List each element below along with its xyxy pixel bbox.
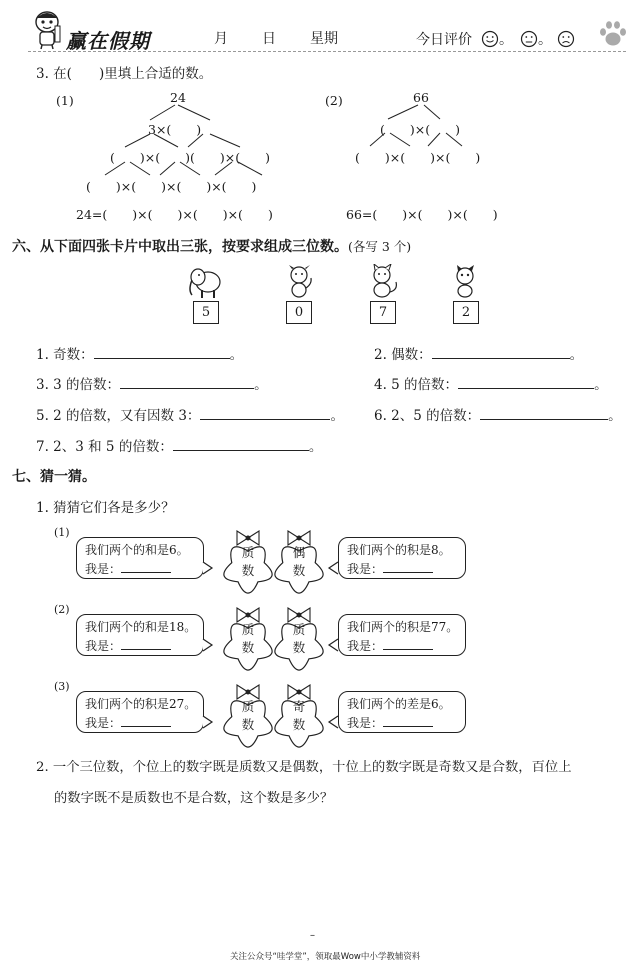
item-mult2factor3-end: 。 bbox=[330, 408, 344, 424]
item-mult235-end: 。 bbox=[308, 439, 323, 455]
group2-right-flower-top: 质 bbox=[292, 622, 306, 637]
group1-right-bubble-tail bbox=[329, 562, 338, 574]
group3-left-flower-top: 质 bbox=[241, 699, 255, 714]
odd-answer-line[interactable] bbox=[94, 358, 230, 359]
card-1: 5 bbox=[193, 301, 219, 324]
mult25-answer-line[interactable] bbox=[480, 419, 608, 420]
item-mult3-end: 。 bbox=[254, 377, 268, 393]
group1-left-flower-top: 质 bbox=[241, 545, 255, 560]
group3-right-answer-label: 我是： bbox=[347, 716, 384, 730]
item-mult3 bbox=[36, 373, 268, 393]
mult2factor3-answer-line[interactable] bbox=[200, 419, 330, 420]
day-label: 日 bbox=[262, 31, 276, 47]
dot-2: 。 bbox=[538, 32, 552, 48]
logo-title: 赢在假期 bbox=[66, 29, 150, 53]
group1-left-flower-bottom: 数 bbox=[241, 563, 255, 578]
group1-left-bubble-tail bbox=[203, 562, 212, 574]
group2-right-bubble-tail bbox=[329, 639, 338, 651]
tree1-row1: 3×( ) bbox=[148, 122, 202, 137]
tree2-row2: ( )×( )×( ) bbox=[355, 150, 481, 165]
group3-left-flower-bottom: 数 bbox=[241, 717, 255, 732]
item-mult25-label: 6. 2、5 的倍数： bbox=[374, 408, 481, 424]
evaluation-label: 今日评价 bbox=[416, 32, 472, 48]
item-mult2factor3 bbox=[36, 404, 344, 424]
group2-left-flower-top: 质 bbox=[241, 622, 255, 637]
section7-q1: 1. 猜猜它们各是多少？ bbox=[36, 500, 175, 516]
card-4: 2 bbox=[453, 301, 479, 324]
weekday-label: 星期 bbox=[310, 31, 338, 47]
group2-left-answer-label: 我是： bbox=[85, 639, 122, 653]
group1-right-flower-top: 偶 bbox=[292, 545, 306, 560]
tree2-answer: 66=( )×( )×( ) bbox=[346, 207, 498, 222]
item-mult2factor3-label: 5. 2 的倍数，又有因数 3： bbox=[36, 408, 201, 424]
group2-right-flower-bottom: 数 bbox=[292, 640, 306, 655]
cat-icon bbox=[366, 264, 400, 300]
mult5-answer-line[interactable] bbox=[458, 388, 594, 389]
section7-title: 七、猜一猜。 bbox=[12, 469, 96, 485]
group1-right-flower-bottom: 数 bbox=[292, 563, 306, 578]
group1-right-text: 我们两个的积是8。 bbox=[347, 543, 451, 557]
tree1-answer: 24=( )×( )×( )×( ) bbox=[76, 207, 273, 222]
dog-icon bbox=[284, 264, 316, 300]
tree2-row1: ( )×( ) bbox=[380, 122, 460, 137]
group1-label: (1) bbox=[54, 526, 70, 539]
item-even-end: 。 bbox=[569, 347, 584, 363]
group3-right-flower-bottom: 数 bbox=[292, 717, 306, 732]
group3-left-bubble-tail bbox=[203, 716, 212, 728]
group3-left-text: 我们两个的积是27。 bbox=[85, 697, 197, 711]
item-mult3-label: 3. 3 的倍数： bbox=[36, 377, 121, 393]
section6-note: (各写 3 个) bbox=[348, 239, 412, 254]
mult3-answer-line[interactable] bbox=[120, 388, 254, 389]
even-answer-line[interactable] bbox=[432, 358, 570, 359]
tree2-top: 66 bbox=[413, 90, 429, 105]
item-mult5 bbox=[374, 373, 608, 393]
item-odd bbox=[36, 343, 243, 363]
item-mult25-end: 。 bbox=[608, 408, 622, 424]
page-mark: – bbox=[310, 930, 315, 941]
group2-left-bubble-tail bbox=[203, 639, 212, 651]
tree1-branches bbox=[0, 0, 640, 230]
group1-right-answer-label: 我是： bbox=[347, 562, 384, 576]
tree2-label: (2) bbox=[325, 93, 343, 108]
group2-right-answer-label: 我是： bbox=[347, 639, 384, 653]
item-even-label: 2. 偶数： bbox=[374, 347, 432, 363]
group3-right-flower-top: 奇 bbox=[292, 699, 306, 714]
tree1-row2: ( )×( )( )×( ) bbox=[110, 150, 270, 165]
item-odd-label: 1. 奇数： bbox=[36, 347, 94, 363]
footer-notice: 关注公众号“哇学堂”，领取最Wow中小学教辅资料 bbox=[230, 952, 421, 962]
group3-left-answer-label: 我是： bbox=[85, 716, 122, 730]
item-odd-end: 。 bbox=[229, 347, 244, 363]
item-mult5-end: 。 bbox=[594, 377, 608, 393]
item-mult25 bbox=[374, 404, 622, 424]
section7-q2-line2: 的数字既不是质数也不是合数，这个数是多少？ bbox=[54, 791, 334, 806]
group2-label: (2) bbox=[54, 603, 70, 616]
mult235-answer-line[interactable] bbox=[173, 450, 309, 451]
group1-left-text: 我们两个的和是6。 bbox=[85, 543, 189, 557]
group3-right-text: 我们两个的差是6。 bbox=[347, 697, 451, 711]
item-mult5-label: 4. 5 的倍数： bbox=[374, 377, 459, 393]
tree1-label: (1) bbox=[56, 93, 74, 108]
group2-left-flower-bottom: 数 bbox=[241, 640, 255, 655]
group2-left-text: 我们两个的和是18。 bbox=[85, 620, 197, 634]
flowers-layer bbox=[0, 520, 640, 750]
tree1-top: 24 bbox=[170, 90, 186, 105]
kitten-icon bbox=[450, 264, 482, 300]
section6-title-text: 六、从下面四张卡片中取出三张，按要求组成三位数。 bbox=[12, 239, 348, 255]
group1-left-answer-label: 我是： bbox=[85, 562, 122, 576]
tree1-row3: ( )×( )×( )×( ) bbox=[86, 179, 257, 194]
group3-right-bubble-tail bbox=[329, 716, 338, 728]
item-even bbox=[374, 343, 583, 363]
item-mult235 bbox=[36, 435, 322, 455]
item-mult235-label: 7. 2、3 和 5 的倍数： bbox=[36, 439, 173, 455]
month-label: 月 bbox=[214, 31, 228, 47]
card-2: 0 bbox=[286, 301, 312, 324]
group2-right-text: 我们两个的积是77。 bbox=[347, 620, 459, 634]
dot-1: 。 bbox=[499, 32, 513, 48]
card-3: 7 bbox=[370, 301, 396, 324]
group3-label: (3) bbox=[54, 680, 70, 693]
section7-q2-line1: 2. 一个三位数，个位上的数字既是质数又是偶数，十位上的数字既是奇数又是合数，百位上 bbox=[36, 760, 572, 775]
elephant-icon bbox=[186, 264, 224, 300]
q3-title: 3. 在( )里填上合适的数。 bbox=[36, 66, 213, 82]
section6-title bbox=[12, 236, 411, 256]
